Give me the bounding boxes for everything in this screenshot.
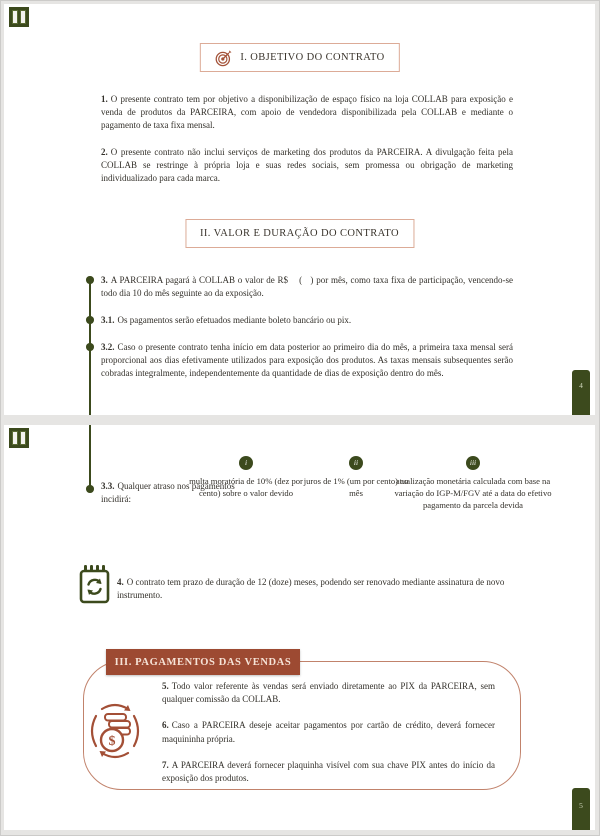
brand-logo-monogram <box>9 7 29 27</box>
timeline-bullet <box>86 276 94 284</box>
clause-number: 6. <box>162 720 169 731</box>
money-exchange-icon <box>86 699 144 763</box>
logo-bar-right <box>20 10 26 24</box>
timeline-bullet <box>86 343 94 351</box>
clause-number: 3.3. <box>101 481 115 491</box>
penalty-text: juros de 1% (um por cento) ao mês <box>303 476 409 498</box>
page-number: 4 <box>579 381 583 390</box>
paragraph-clause-4 <box>117 576 543 602</box>
section-title-objetivo <box>199 43 399 72</box>
clause-number: 3.1. <box>101 315 115 325</box>
brand-logo-monogram <box>9 428 29 448</box>
sales-clauses-text <box>162 680 495 798</box>
clause-number: 3. <box>101 275 108 285</box>
clause-text: Caso a PARCEIRA deseje aceitar pagamentos por cartão de crédito, deverá fornecer maquininha própria. <box>162 720 495 744</box>
svg-text:$: $ <box>108 734 116 749</box>
paragraph-clause-3-1 <box>101 314 513 327</box>
clause-text: Todo valor referente às vendas será enviado diretamente ao PIX da PARCEIRA, sem qualquer comissão da COLLAB. <box>162 681 495 705</box>
timeline-bullet <box>86 485 94 493</box>
page-number-tab <box>572 788 590 830</box>
section-title-valor-duracao <box>185 219 414 248</box>
clause-text: O contrato tem prazo de duração de 12 (doze) meses, podendo ser renovado mediante assinatura de novo instrumento. <box>117 577 505 601</box>
target-icon <box>214 49 232 67</box>
roman-i-marker-icon: i <box>239 456 253 470</box>
paragraph-clause-3 <box>101 274 513 300</box>
penalty-item-i <box>182 456 310 499</box>
section-title-text: III. PAGAMENTOS DAS VENDAS <box>114 656 292 668</box>
paragraph-clause-6 <box>162 719 495 745</box>
roman-iii-marker-icon: iii <box>466 456 480 470</box>
renewal-calendar-icon <box>79 564 110 605</box>
paragraph-clause-5 <box>162 680 495 706</box>
timeline-bullet <box>86 316 94 324</box>
clause-text: Os pagamentos serão efetuados mediante boleto bancário ou pix. <box>117 315 352 325</box>
clause-number: 7. <box>162 759 169 770</box>
clause-number: 5. <box>162 681 169 691</box>
penalty-text: atualização monetária calculada com base na variação do IGP-M/FGV até a data do efetivo pagamento da parcela devida <box>394 476 552 510</box>
clause-text: Qualquer atraso nos pagamentos incidirá: <box>101 481 235 505</box>
paragraph-clause-3-2 <box>101 341 513 381</box>
clause-number: 4. <box>117 577 124 587</box>
page-number-tab <box>572 370 590 415</box>
clause-text: A PARCEIRA pagará à COLLAB o valor de R$ ( ) por mês, como taxa fixa de participação, vencendo-se todo dia 10 do mês seguinte ao da exposição. <box>101 275 513 299</box>
clause-number: 2. <box>101 147 108 157</box>
logo-bar-right <box>20 431 26 445</box>
paragraph-clause-7 <box>162 759 495 785</box>
timeline-line <box>89 425 91 489</box>
clause-text: O presente contrato não inclui serviços de marketing dos produtos da PARCEIRA. A divulgação feita pela COLLAB se restringe à própria loja e suas redes sociais, sem promessa ou obrigação de marketing individualizado para cada marca. <box>101 147 513 184</box>
logo-bar-left <box>12 431 18 445</box>
paragraph-clause-2 <box>101 146 513 186</box>
clause-number: 1. <box>101 94 108 104</box>
clause-number: 3.2. <box>101 342 115 352</box>
section-title-text: I. OBJETIVO DO CONTRATO <box>240 52 385 63</box>
section-title-pagamentos-vendas <box>106 649 300 675</box>
penalty-text: multa moratória de 10% (dez por cento) sobre o valor devido <box>189 476 303 498</box>
clause-text: O presente contrato tem por objetivo a disponibilização de espaço físico na loja COLLAB para exposição e venda de produtos da PARCEIRA, com apoio de vendedora disponibilizada pela COLLAB e mediante o pagamento de taxa fixa mensal. <box>101 94 513 131</box>
paragraph-clause-1 <box>101 93 513 133</box>
document-page-5 <box>4 425 595 830</box>
clause-text: Caso o presente contrato tenha início em data posterior ao primeiro dia do mês, a primeira taxa mensal será proporcional aos dias efetivamente utilizados para exposição dos produtos. As taxas mensais subsequentes serão cobradas integralmente, independentemente da quantidade de dias de exposição dentro do mês. <box>101 342 513 379</box>
document-page-4 <box>4 4 595 415</box>
roman-ii-marker-icon: ii <box>349 456 363 470</box>
page-number: 5 <box>579 801 583 810</box>
penalty-item-iii <box>387 456 559 511</box>
logo-bar-left <box>12 10 18 24</box>
section-title-text: II. VALOR E DURAÇÃO DO CONTRATO <box>199 228 400 239</box>
clause-text: A PARCEIRA deverá fornecer plaquinha visível com sua chave PIX antes do início da exposição dos produtos. <box>162 759 495 784</box>
